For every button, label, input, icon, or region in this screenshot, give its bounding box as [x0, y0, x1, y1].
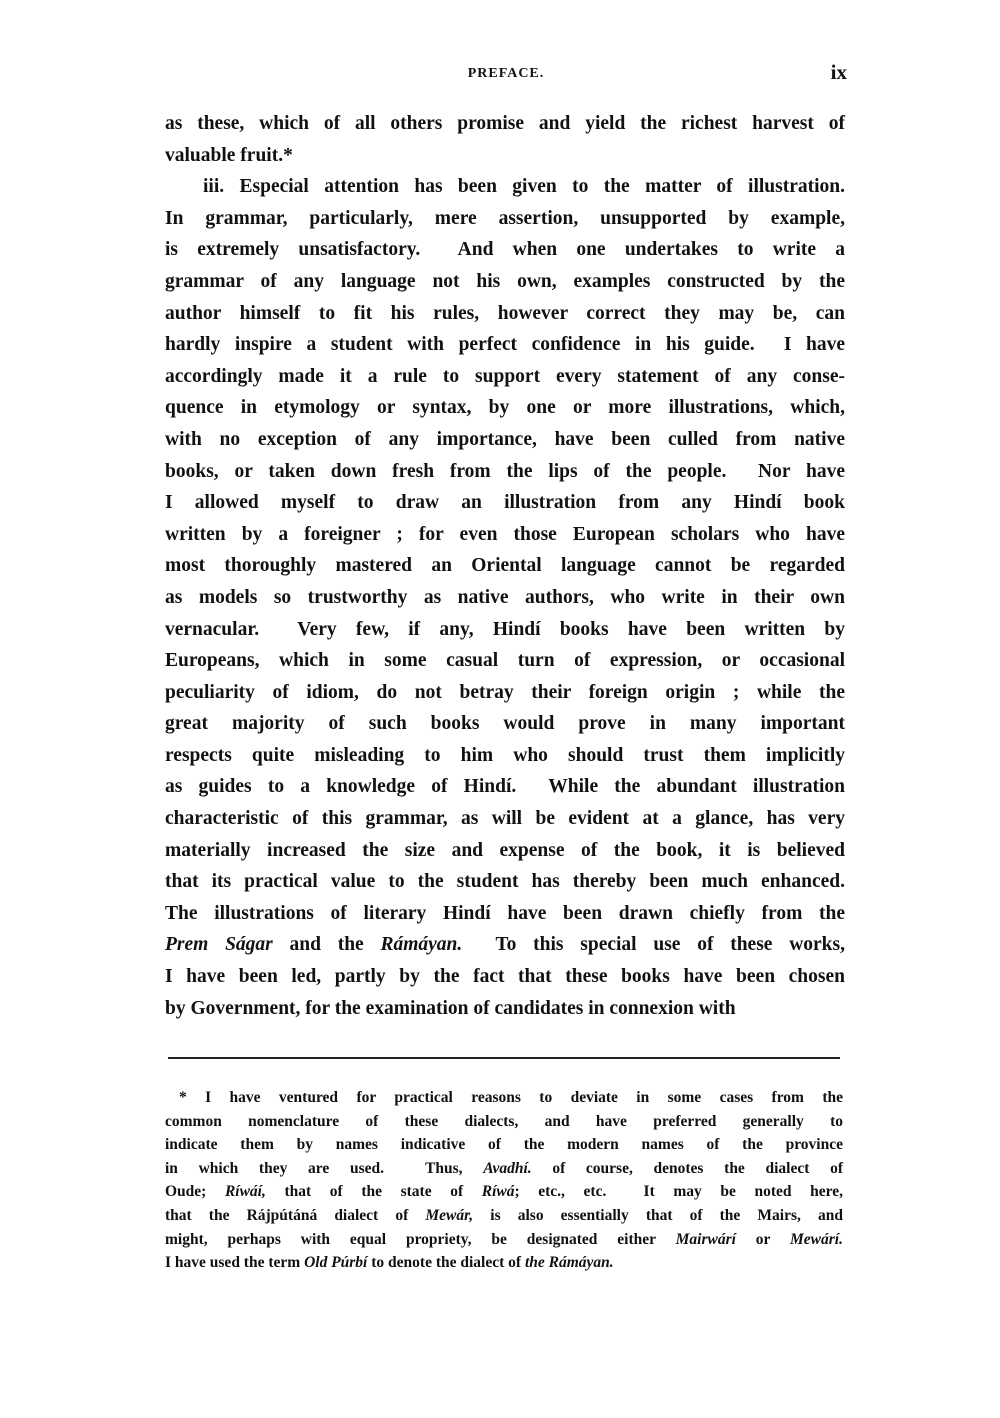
text-segment: as models so trustworthy as native authors, who write in their own: [165, 586, 845, 608]
text-segment: as guides to a knowledge of Hindí. While the abundant illustration: [165, 776, 845, 798]
text-segment: in which they are used. Thus,: [165, 1159, 484, 1177]
text-line: [165, 203, 845, 235]
text-line: [165, 993, 845, 1025]
text-segment: I have been led, partly by the fact that these books have been chosen: [165, 966, 845, 988]
text-segment: respects quite misleading to him who should trust them implicitly: [165, 744, 845, 766]
page-number: ix: [830, 60, 847, 84]
text-segment: iii. Especial attention has been given to the matter of illustration.: [203, 176, 845, 198]
text-line: [165, 898, 845, 930]
text-segment: grammar of any language not his own, examples constructed by the: [165, 270, 845, 292]
text-segment: Oude;: [165, 1183, 225, 1201]
text-line: [165, 424, 845, 456]
footnote-line: [165, 1133, 843, 1157]
text-segment: accordingly made it a rule to support every statement of any conse-: [165, 365, 845, 387]
italic-text: Avadhí.: [483, 1159, 532, 1177]
text-segment: of course, denotes the dialect of: [531, 1159, 844, 1177]
text-line: [165, 519, 845, 551]
text-segment: The illustrations of literary Hindí have been drawn chiefly from the: [165, 902, 845, 924]
text-segment: that of the state of: [265, 1183, 482, 1201]
text-line: [165, 929, 845, 961]
text-segment: written by a foreigner ; for even those European scholars who have: [165, 523, 845, 545]
text-line: [165, 392, 845, 424]
text-segment: quence in etymology or syntax, by one or more illustrations, which,: [165, 397, 845, 419]
text-line: [165, 677, 845, 709]
text-segment: hardly inspire a student with perfect confidence in his guide. I have: [165, 334, 845, 356]
text-segment: as these, which of all others promise and yield the richest harvest of: [165, 113, 845, 134]
text-line: [165, 803, 845, 835]
text-line: [165, 708, 845, 740]
text-segment: In grammar, particularly, mere assertion, unsupported by example,: [165, 207, 845, 229]
text-segment: I have used the term: [165, 1254, 305, 1272]
text-segment: with no exception of any importance, have been culled from native: [165, 428, 845, 450]
text-line: [165, 140, 845, 172]
text-line: [165, 456, 845, 488]
text-line: [165, 298, 845, 330]
text-segment: is extremely unsatisfactory. And when one undertakes to write a: [165, 239, 845, 261]
text-segment: that the Rájpútáná dialect of: [165, 1206, 426, 1224]
text-segment: or: [735, 1230, 791, 1248]
text-segment: characteristic of this grammar, as will be evident at a glance, has very: [165, 808, 845, 830]
text-line: [165, 171, 845, 203]
text-line: [165, 614, 845, 646]
text-segment: might, perhaps with equal propriety, be designated either: [165, 1230, 676, 1248]
italic-text: Old Púrbí: [304, 1254, 368, 1272]
text-line: [165, 108, 845, 140]
italic-text: Mewárí.: [790, 1230, 843, 1248]
text-segment: indicate them by names indicative of the modern names of the province: [165, 1136, 843, 1154]
italic-text: Ríwáí,: [224, 1183, 266, 1201]
text-segment: ; etc., etc. It may be noted here,: [514, 1183, 843, 1201]
text-segment: that its practical value to the student has thereby been much enhanced.: [165, 871, 845, 893]
text-line: [165, 866, 845, 898]
text-segment: and the: [272, 934, 381, 956]
footnote: [165, 1086, 843, 1275]
text-segment: most thoroughly mastered an Oriental language cannot be regarded: [165, 555, 845, 577]
italic-text: Mewár,: [425, 1206, 474, 1224]
text-segment: peculiarity of idiom, do not betray their foreign origin ; while the: [165, 681, 845, 703]
italic-text: Mairwárí: [675, 1230, 736, 1248]
text-line: [165, 961, 845, 993]
text-line: [165, 361, 845, 393]
body-text: [165, 108, 845, 1024]
text-segment: great majority of such books would prove in many important: [165, 713, 845, 735]
italic-text: Prem Ságar: [165, 934, 273, 956]
text-segment: To this special use of these works,: [462, 934, 845, 956]
text-line: [165, 582, 845, 614]
running-head: PREFACE.: [467, 66, 545, 81]
footnote-line: [165, 1157, 843, 1181]
footnote-divider: [168, 1057, 840, 1059]
text-line: [165, 835, 845, 867]
page-header: [165, 60, 847, 90]
text-segment: valuable fruit.*: [165, 144, 293, 166]
footnote-line: [165, 1204, 843, 1228]
text-line: [165, 266, 845, 298]
text-segment: is also essentially that of the Mairs, and: [473, 1206, 843, 1224]
italic-text: the Rámáyan.: [524, 1254, 614, 1272]
text-line: [165, 740, 845, 772]
text-line: [165, 329, 845, 361]
footnote-line: [165, 1086, 843, 1110]
text-segment: common nomenclature of these dialects, and have preferred generally to: [165, 1112, 843, 1130]
footnote-line: [165, 1251, 843, 1275]
footnote-line: [165, 1228, 843, 1252]
text-segment: vernacular. Very few, if any, Hindí books have been written by: [165, 618, 845, 640]
footnote-line: [165, 1110, 843, 1134]
text-line: [165, 771, 845, 803]
footnote-line: [165, 1180, 843, 1204]
text-line: [165, 645, 845, 677]
text-line: [165, 234, 845, 266]
text-line: [165, 550, 845, 582]
text-segment: author himself to fit his rules, however correct they may be, can: [165, 302, 845, 324]
text-line: [165, 487, 845, 519]
text-segment: * I have ventured for practical reasons to deviate in some cases from the: [179, 1089, 843, 1106]
text-segment: books, or taken down fresh from the lips of the people. Nor have: [165, 460, 845, 482]
italic-text: Rámáyan.: [380, 934, 463, 956]
text-segment: to denote the dialect of: [367, 1254, 525, 1272]
italic-text: Ríwá: [481, 1183, 515, 1201]
text-segment: materially increased the size and expense of the book, it is believed: [165, 839, 845, 861]
text-segment: Europeans, which in some casual turn of expression, or occasional: [165, 650, 845, 672]
text-segment: by Government, for the examination of candidates in connexion with: [165, 997, 736, 1019]
text-segment: I allowed myself to draw an illustration from any Hindí book: [165, 492, 845, 514]
